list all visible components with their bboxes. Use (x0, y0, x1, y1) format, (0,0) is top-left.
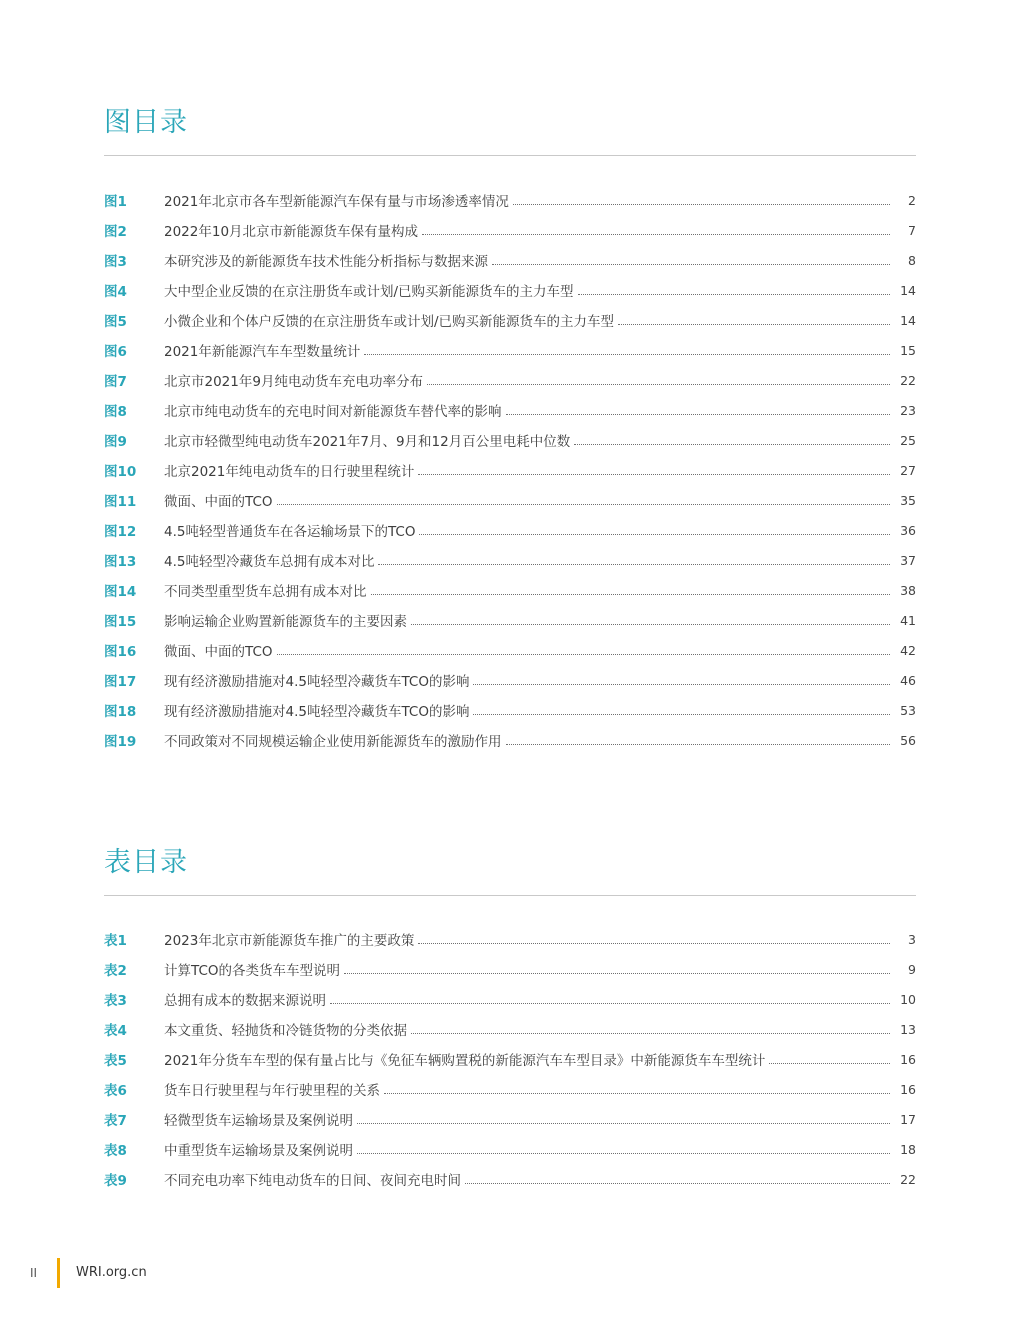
figure-entry[interactable] (104, 275, 916, 305)
figure-title: 北京市轻微型纯电动货车2021年7月、9月和12月百公里电耗中位数 (164, 434, 571, 450)
figure-title: 现有经济激励措施对4.5吨轻型冷藏货车TCO的影响 (164, 704, 470, 720)
figure-page: 56 (900, 732, 916, 748)
dot-leader (357, 1152, 890, 1154)
figure-page: 38 (900, 582, 916, 598)
figure-page: 23 (900, 402, 916, 418)
figure-title: 2021年北京市各车型新能源汽车保有量与市场渗透率情况 (164, 194, 509, 210)
dot-leader (465, 1182, 890, 1184)
figure-page: 41 (900, 612, 916, 628)
figure-page: 37 (900, 552, 916, 568)
figure-page: 27 (900, 462, 916, 478)
figure-page: 35 (900, 492, 916, 508)
figure-number: 图15 (104, 614, 137, 630)
figure-title: 北京市2021年9月纯电动货车充电功率分布 (164, 374, 423, 390)
table-number: 表9 (104, 1173, 127, 1189)
figure-title: 影响运输企业购置新能源货车的主要因素 (164, 614, 407, 630)
figure-number: 图7 (104, 374, 127, 390)
figures-list (104, 185, 916, 755)
figure-entry[interactable] (104, 425, 916, 455)
table-title: 不同充电功率下纯电动货车的日间、夜间充电时间 (164, 1173, 461, 1189)
figure-entry[interactable] (104, 455, 916, 485)
figures-section-title: 图目录 (104, 107, 188, 138)
table-entry[interactable] (104, 1104, 916, 1134)
dot-leader (378, 563, 890, 565)
table-page: 3 (908, 931, 916, 947)
figure-number: 图8 (104, 404, 127, 420)
table-page: 10 (900, 991, 916, 1007)
figure-number: 图4 (104, 284, 127, 300)
figure-number: 图11 (104, 494, 137, 510)
figure-page: 2 (908, 192, 916, 208)
figure-entry[interactable] (104, 665, 916, 695)
dot-leader (492, 263, 890, 265)
dot-leader (506, 413, 891, 415)
figure-title: 4.5吨轻型普通货车在各运输场景下的TCO (164, 524, 416, 540)
figure-number: 图6 (104, 344, 127, 360)
figure-title: 大中型企业反馈的在京注册货车或计划/已购买新能源货车的主力车型 (164, 284, 574, 300)
figure-title: 现有经济激励措施对4.5吨轻型冷藏货车TCO的影响 (164, 674, 470, 690)
figure-number: 图13 (104, 554, 137, 570)
dot-leader (364, 353, 890, 355)
figure-entry[interactable] (104, 515, 916, 545)
table-title: 2023年北京市新能源货车推广的主要政策 (164, 933, 415, 949)
dot-leader (427, 383, 890, 385)
figure-entry[interactable] (104, 545, 916, 575)
dot-leader (371, 593, 891, 595)
table-entry[interactable] (104, 954, 916, 984)
tables-divider (104, 895, 916, 896)
figure-page: 15 (900, 342, 916, 358)
table-number: 表2 (104, 963, 127, 979)
figure-entry[interactable] (104, 605, 916, 635)
figure-title: 2022年10月北京市新能源货车保有量构成 (164, 224, 419, 240)
dot-leader (419, 533, 890, 535)
figure-title: 不同类型重型货车总拥有成本对比 (164, 584, 367, 600)
figure-page: 42 (900, 642, 916, 658)
dot-leader (506, 743, 891, 745)
table-page: 17 (900, 1111, 916, 1127)
dot-leader (277, 653, 890, 655)
dot-leader (330, 1002, 890, 1004)
dot-leader (418, 942, 890, 944)
table-page: 9 (908, 961, 916, 977)
figure-number: 图14 (104, 584, 137, 600)
figures-divider (104, 155, 916, 156)
figure-title: 不同政策对不同规模运输企业使用新能源货车的激励作用 (164, 734, 502, 750)
figure-title: 微面、中面的TCO (164, 494, 273, 510)
dot-leader (618, 323, 890, 325)
table-number: 表1 (104, 933, 127, 949)
dot-leader (473, 713, 890, 715)
table-entry[interactable] (104, 984, 916, 1014)
table-number: 表7 (104, 1113, 127, 1129)
footer-accent-bar (57, 1258, 60, 1288)
figure-title: 北京2021年纯电动货车的日行驶里程统计 (164, 464, 415, 480)
figure-page: 14 (900, 312, 916, 328)
figure-entry[interactable] (104, 485, 916, 515)
table-entry[interactable] (104, 1044, 916, 1074)
figure-number: 图3 (104, 254, 127, 270)
figure-page: 53 (900, 702, 916, 718)
table-number: 表3 (104, 993, 127, 1009)
table-page: 18 (900, 1141, 916, 1157)
table-entry[interactable] (104, 924, 916, 954)
table-page: 16 (900, 1051, 916, 1067)
dot-leader (384, 1092, 890, 1094)
dot-leader (422, 233, 890, 235)
table-title: 本文重货、轻抛货和冷链货物的分类依据 (164, 1023, 407, 1039)
table-entry[interactable] (104, 1134, 916, 1164)
figure-title: 小微企业和个体户反馈的在京注册货车或计划/已购买新能源货车的主力车型 (164, 314, 615, 330)
tables-section-title: 表目录 (104, 847, 188, 878)
table-title: 总拥有成本的数据来源说明 (164, 993, 326, 1009)
figure-page: 14 (900, 282, 916, 298)
table-number: 表5 (104, 1053, 127, 1069)
table-number: 表6 (104, 1083, 127, 1099)
figure-entry[interactable] (104, 305, 916, 335)
dot-leader (344, 972, 890, 974)
figure-page: 25 (900, 432, 916, 448)
figure-number: 图1 (104, 194, 127, 210)
figure-number: 图17 (104, 674, 137, 690)
table-number: 表4 (104, 1023, 127, 1039)
table-title: 2021年分货车车型的保有量占比与《免征车辆购置税的新能源汽车车型目录》中新能源货车车型统计 (164, 1053, 766, 1069)
dot-leader (277, 503, 890, 505)
footer-website[interactable]: WRI.org.cn (76, 1265, 147, 1280)
dot-leader (578, 293, 890, 295)
dot-leader (411, 623, 890, 625)
figure-number: 图2 (104, 224, 127, 240)
table-title: 中重型货车运输场景及案例说明 (164, 1143, 353, 1159)
dot-leader (574, 443, 890, 445)
figure-number: 图12 (104, 524, 137, 540)
figure-title: 2021年新能源汽车车型数量统计 (164, 344, 361, 360)
table-title: 轻微型货车运输场景及案例说明 (164, 1113, 353, 1129)
table-title: 计算TCO的各类货车车型说明 (164, 963, 341, 979)
figure-entry[interactable] (104, 635, 916, 665)
figure-title: 4.5吨轻型冷藏货车总拥有成本对比 (164, 554, 375, 570)
figure-number: 图10 (104, 464, 137, 480)
table-page: 22 (900, 1171, 916, 1187)
table-entry[interactable] (104, 1074, 916, 1104)
table-page: 16 (900, 1081, 916, 1097)
figure-title: 本研究涉及的新能源货车技术性能分析指标与数据来源 (164, 254, 488, 270)
figure-entry[interactable] (104, 575, 916, 605)
figure-entry[interactable] (104, 335, 916, 365)
figure-page: 8 (908, 252, 916, 268)
dot-leader (411, 1032, 890, 1034)
figure-entry[interactable] (104, 185, 916, 215)
figure-title: 北京市纯电动货车的充电时间对新能源货车替代率的影响 (164, 404, 502, 420)
table-entry[interactable] (104, 1014, 916, 1044)
dot-leader (513, 203, 890, 205)
figure-number: 图18 (104, 704, 137, 720)
figure-entry[interactable] (104, 395, 916, 425)
dot-leader (418, 473, 890, 475)
figure-entry[interactable] (104, 695, 916, 725)
figure-page: 7 (908, 222, 916, 238)
dot-leader (357, 1122, 890, 1124)
figure-page: 36 (900, 522, 916, 538)
table-entry[interactable] (104, 1164, 916, 1194)
dot-leader (769, 1062, 890, 1064)
figure-title: 微面、中面的TCO (164, 644, 273, 660)
figure-number: 图9 (104, 434, 127, 450)
figure-entry[interactable] (104, 215, 916, 245)
footer-page-number: II (30, 1266, 38, 1280)
table-page: 13 (900, 1021, 916, 1037)
figure-number: 图16 (104, 644, 137, 660)
table-number: 表8 (104, 1143, 127, 1159)
figure-entry[interactable] (104, 725, 916, 755)
dot-leader (473, 683, 890, 685)
figure-entry[interactable] (104, 245, 916, 275)
figure-entry[interactable] (104, 365, 916, 395)
figure-page: 46 (900, 672, 916, 688)
figure-page: 22 (900, 372, 916, 388)
figure-number: 图5 (104, 314, 127, 330)
table-title: 货车日行驶里程与年行驶里程的关系 (164, 1083, 380, 1099)
tables-list (104, 924, 916, 1194)
figure-number: 图19 (104, 734, 137, 750)
